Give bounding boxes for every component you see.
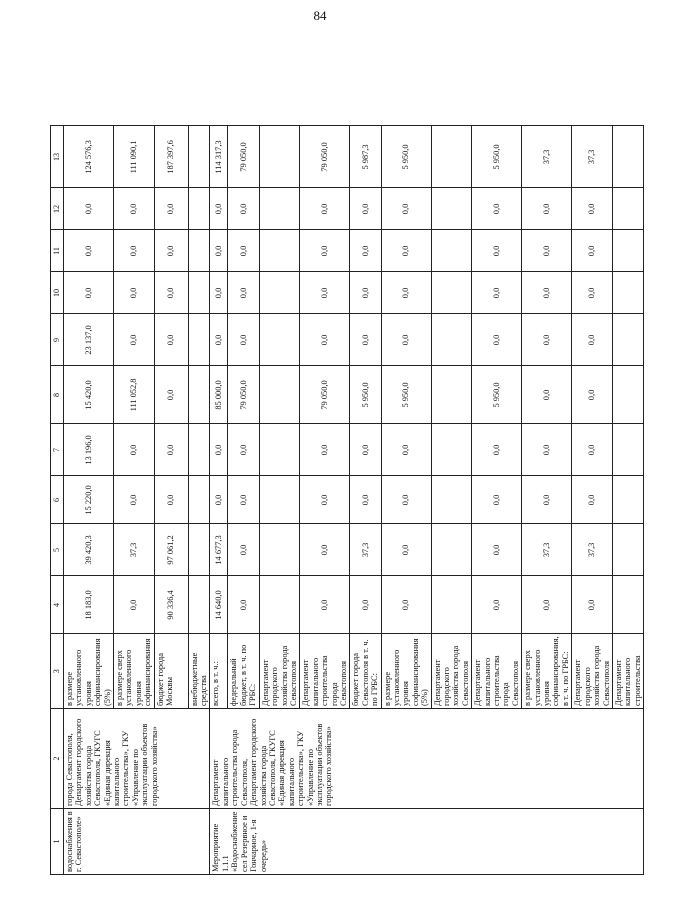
value-cell: 0,0 [472, 188, 522, 230]
value-cell: 0,0 [64, 188, 114, 230]
value-cell: 14 640,0 [210, 576, 228, 634]
value-cell [612, 576, 643, 634]
value-cell: 0,0 [228, 314, 259, 366]
value-cell: 0,0 [154, 424, 188, 476]
value-cell [259, 188, 300, 230]
value-cell: 0,0 [522, 424, 572, 476]
funding-source-cell: в размере установленного уровня софинансирования (5%) [381, 634, 431, 709]
value-cell: 0,0 [154, 314, 188, 366]
value-cell [259, 126, 300, 188]
funding-source-cell: Департамент капитального строительства [612, 634, 643, 709]
funding-source-cell: в размере установленного уровня софинансирования (5%) [64, 634, 114, 709]
value-cell: 79 050,0 [300, 366, 350, 424]
value-cell: 18 183,0 [64, 576, 114, 634]
value-cell: 0,0 [472, 524, 522, 576]
value-cell: 0,0 [572, 188, 613, 230]
funding-source-cell: Департамент городского хозяйства города Севастополя [431, 634, 472, 709]
header-cell: 10 [51, 272, 64, 314]
value-cell [188, 230, 210, 272]
funding-source-cell: Департамент городского хозяйства города Севастополя [572, 634, 613, 709]
value-cell: 0,0 [154, 272, 188, 314]
value-cell [188, 188, 210, 230]
value-cell [259, 424, 300, 476]
value-cell [612, 230, 643, 272]
header-cell: 3 [51, 634, 64, 709]
value-cell: 90 336,4 [154, 576, 188, 634]
value-cell [188, 476, 210, 524]
funding-source-cell: бюджет города Севастополя в т. ч. по ГРБС: [350, 634, 381, 709]
header-cell: 1 [51, 809, 64, 875]
value-cell: 0,0 [350, 230, 381, 272]
value-cell: 0,0 [572, 576, 613, 634]
header-cell: 12 [51, 188, 64, 230]
value-cell [612, 524, 643, 576]
value-cell: 0,0 [522, 272, 572, 314]
value-cell [188, 314, 210, 366]
value-cell: 0,0 [572, 476, 613, 524]
page-number: 84 [313, 8, 327, 23]
value-cell: 15 220,0 [64, 476, 114, 524]
measure-name-cell: Мероприятие 1.1.1 «Водоснабжение сел Резервное и Гончарное, 1-я очередь» [210, 809, 644, 875]
value-cell [612, 476, 643, 524]
value-cell: 97 061,2 [154, 524, 188, 576]
value-cell: 0,0 [114, 424, 155, 476]
value-cell [431, 524, 472, 576]
value-cell: 0,0 [381, 576, 431, 634]
value-cell [431, 188, 472, 230]
funding-source-cell: федеральный бюджет, в т. ч. по ГРБС: [228, 634, 259, 709]
value-cell [612, 188, 643, 230]
value-cell [431, 272, 472, 314]
measure-name-cell: водоснабжения в г. Севастополе» [64, 809, 210, 875]
value-cell [259, 314, 300, 366]
value-cell [259, 524, 300, 576]
value-cell: 37,3 [350, 524, 381, 576]
table-row [64, 126, 114, 875]
value-cell: 111 052,8 [114, 366, 155, 424]
value-cell [431, 126, 472, 188]
funding-source-cell: всего, в т. ч.: [210, 634, 228, 709]
value-cell [431, 424, 472, 476]
value-cell: 5 950,0 [350, 366, 381, 424]
header-cell: 8 [51, 366, 64, 424]
value-cell: 0,0 [114, 230, 155, 272]
executor-cell: города Севастополя, Департамент городского хозяйства города Севастополя, ГКУГС «Единая дирекция капитального строительства», ГКУ «Управление по эксплуатации объектов городского хозяйства» [64, 709, 210, 809]
value-cell [259, 476, 300, 524]
value-cell [431, 230, 472, 272]
value-cell: 14 677,3 [210, 524, 228, 576]
value-cell [188, 126, 210, 188]
funding-source-cell: Департамент капитального строительства города Севастополя [472, 634, 522, 709]
value-cell: 0,0 [522, 188, 572, 230]
rotated-table-sheet [50, 0, 690, 875]
funding-source-cell: в размере сверх установленного уровня софинансирования [114, 634, 155, 709]
value-cell: 0,0 [522, 314, 572, 366]
value-cell [431, 576, 472, 634]
value-cell: 0,0 [228, 576, 259, 634]
value-cell: 0,0 [210, 188, 228, 230]
value-cell: 5 950,0 [472, 366, 522, 424]
header-row [51, 126, 64, 875]
value-cell: 37,3 [522, 126, 572, 188]
funding-source-cell: Департамент городского хозяйства города Севастополя [259, 634, 300, 709]
value-cell: 0,0 [154, 366, 188, 424]
value-cell: 0,0 [522, 366, 572, 424]
header-cell: 11 [51, 230, 64, 272]
value-cell [259, 272, 300, 314]
value-cell: 114 317,3 [210, 126, 228, 188]
value-cell [612, 424, 643, 476]
value-cell: 5 950,0 [472, 126, 522, 188]
value-cell: 0,0 [64, 272, 114, 314]
value-cell [612, 366, 643, 424]
value-cell: 0,0 [210, 272, 228, 314]
value-cell: 0,0 [114, 272, 155, 314]
funding-source-cell: в размере сверх установленного уровня софинансирования, в т. ч. по ГРБС: [522, 634, 572, 709]
value-cell: 0,0 [350, 476, 381, 524]
header-cell: 9 [51, 314, 64, 366]
value-cell: 0,0 [210, 230, 228, 272]
budget-table [50, 125, 644, 875]
value-cell: 0,0 [381, 188, 431, 230]
value-cell: 0,0 [64, 230, 114, 272]
value-cell: 0,0 [154, 230, 188, 272]
value-cell: 0,0 [154, 188, 188, 230]
header-cell: 6 [51, 476, 64, 524]
value-cell: 0,0 [300, 272, 350, 314]
value-cell [188, 272, 210, 314]
value-cell [188, 424, 210, 476]
value-cell: 0,0 [381, 476, 431, 524]
value-cell: 0,0 [522, 476, 572, 524]
value-cell: 79 050,0 [228, 366, 259, 424]
value-cell: 0,0 [300, 576, 350, 634]
value-cell: 0,0 [472, 476, 522, 524]
value-cell: 85 000,0 [210, 366, 228, 424]
value-cell: 0,0 [228, 424, 259, 476]
value-cell: 0,0 [572, 230, 613, 272]
value-cell: 0,0 [210, 424, 228, 476]
funding-source-cell: Департамент капитального строительства города Севастополя [300, 634, 350, 709]
value-cell: 111 090,1 [114, 126, 155, 188]
value-cell [612, 272, 643, 314]
value-cell [188, 524, 210, 576]
value-cell [259, 366, 300, 424]
value-cell: 0,0 [381, 272, 431, 314]
value-cell: 37,3 [114, 524, 155, 576]
value-cell: 37,3 [572, 126, 613, 188]
header-cell: 4 [51, 576, 64, 634]
value-cell [612, 314, 643, 366]
value-cell: 0,0 [210, 314, 228, 366]
value-cell: 0,0 [572, 424, 613, 476]
value-cell [188, 366, 210, 424]
value-cell: 0,0 [114, 188, 155, 230]
value-cell: 5 950,0 [381, 366, 431, 424]
value-cell: 0,0 [114, 476, 155, 524]
value-cell: 0,0 [472, 314, 522, 366]
value-cell: 15 420,0 [64, 366, 114, 424]
value-cell [431, 314, 472, 366]
value-cell: 0,0 [228, 476, 259, 524]
value-cell: 0,0 [350, 188, 381, 230]
value-cell [259, 576, 300, 634]
value-cell: 0,0 [350, 576, 381, 634]
value-cell [431, 476, 472, 524]
value-cell: 0,0 [381, 314, 431, 366]
value-cell: 79 050,0 [228, 126, 259, 188]
header-cell: 7 [51, 424, 64, 476]
value-cell: 5 950,0 [381, 126, 431, 188]
value-cell: 0,0 [522, 576, 572, 634]
value-cell: 0,0 [210, 476, 228, 524]
value-cell: 0,0 [472, 424, 522, 476]
value-cell: 0,0 [228, 230, 259, 272]
value-cell: 5 987,3 [350, 126, 381, 188]
value-cell: 0,0 [350, 272, 381, 314]
value-cell: 124 576,3 [64, 126, 114, 188]
value-cell: 0,0 [381, 230, 431, 272]
value-cell [188, 576, 210, 634]
value-cell: 187 397,6 [154, 126, 188, 188]
header-cell: 2 [51, 709, 64, 809]
funding-source-cell: бюджет города Москвы [154, 634, 188, 709]
value-cell: 0,0 [114, 314, 155, 366]
table-row [210, 126, 228, 875]
header-cell: 13 [51, 126, 64, 188]
value-cell: 0,0 [572, 314, 613, 366]
value-cell: 13 196,0 [64, 424, 114, 476]
value-cell: 0,0 [228, 272, 259, 314]
value-cell: 0,0 [381, 424, 431, 476]
value-cell: 0,0 [300, 314, 350, 366]
value-cell: 0,0 [522, 230, 572, 272]
value-cell: 37,3 [572, 524, 613, 576]
value-cell [259, 230, 300, 272]
funding-source-cell: внебюджетные средства [188, 634, 210, 709]
value-cell: 37,3 [522, 524, 572, 576]
value-cell: 39 420,3 [64, 524, 114, 576]
value-cell: 0,0 [300, 230, 350, 272]
value-cell: 0,0 [300, 188, 350, 230]
value-cell: 0,0 [472, 576, 522, 634]
value-cell: 0,0 [300, 424, 350, 476]
value-cell: 0,0 [350, 314, 381, 366]
value-cell: 0,0 [472, 272, 522, 314]
value-cell: 0,0 [114, 576, 155, 634]
value-cell: 0,0 [381, 524, 431, 576]
value-cell: 0,0 [154, 476, 188, 524]
value-cell: 0,0 [572, 272, 613, 314]
value-cell: 0,0 [300, 476, 350, 524]
value-cell [431, 366, 472, 424]
value-cell: 0,0 [300, 524, 350, 576]
value-cell [612, 126, 643, 188]
value-cell: 23 137,0 [64, 314, 114, 366]
value-cell: 0,0 [228, 524, 259, 576]
value-cell: 0,0 [472, 230, 522, 272]
value-cell: 0,0 [228, 188, 259, 230]
value-cell: 79 050,0 [300, 126, 350, 188]
executor-cell: Департамент капитального строительства города Севастополя, Департамент городского хозяйства города Севастополя, ГКУГС «Единая дирекция капитального строительства», ГКУ «Управление по эксплуатации объектов городского хозяйства» [210, 709, 644, 809]
header-cell: 5 [51, 524, 64, 576]
value-cell: 0,0 [350, 424, 381, 476]
value-cell: 0,0 [572, 366, 613, 424]
